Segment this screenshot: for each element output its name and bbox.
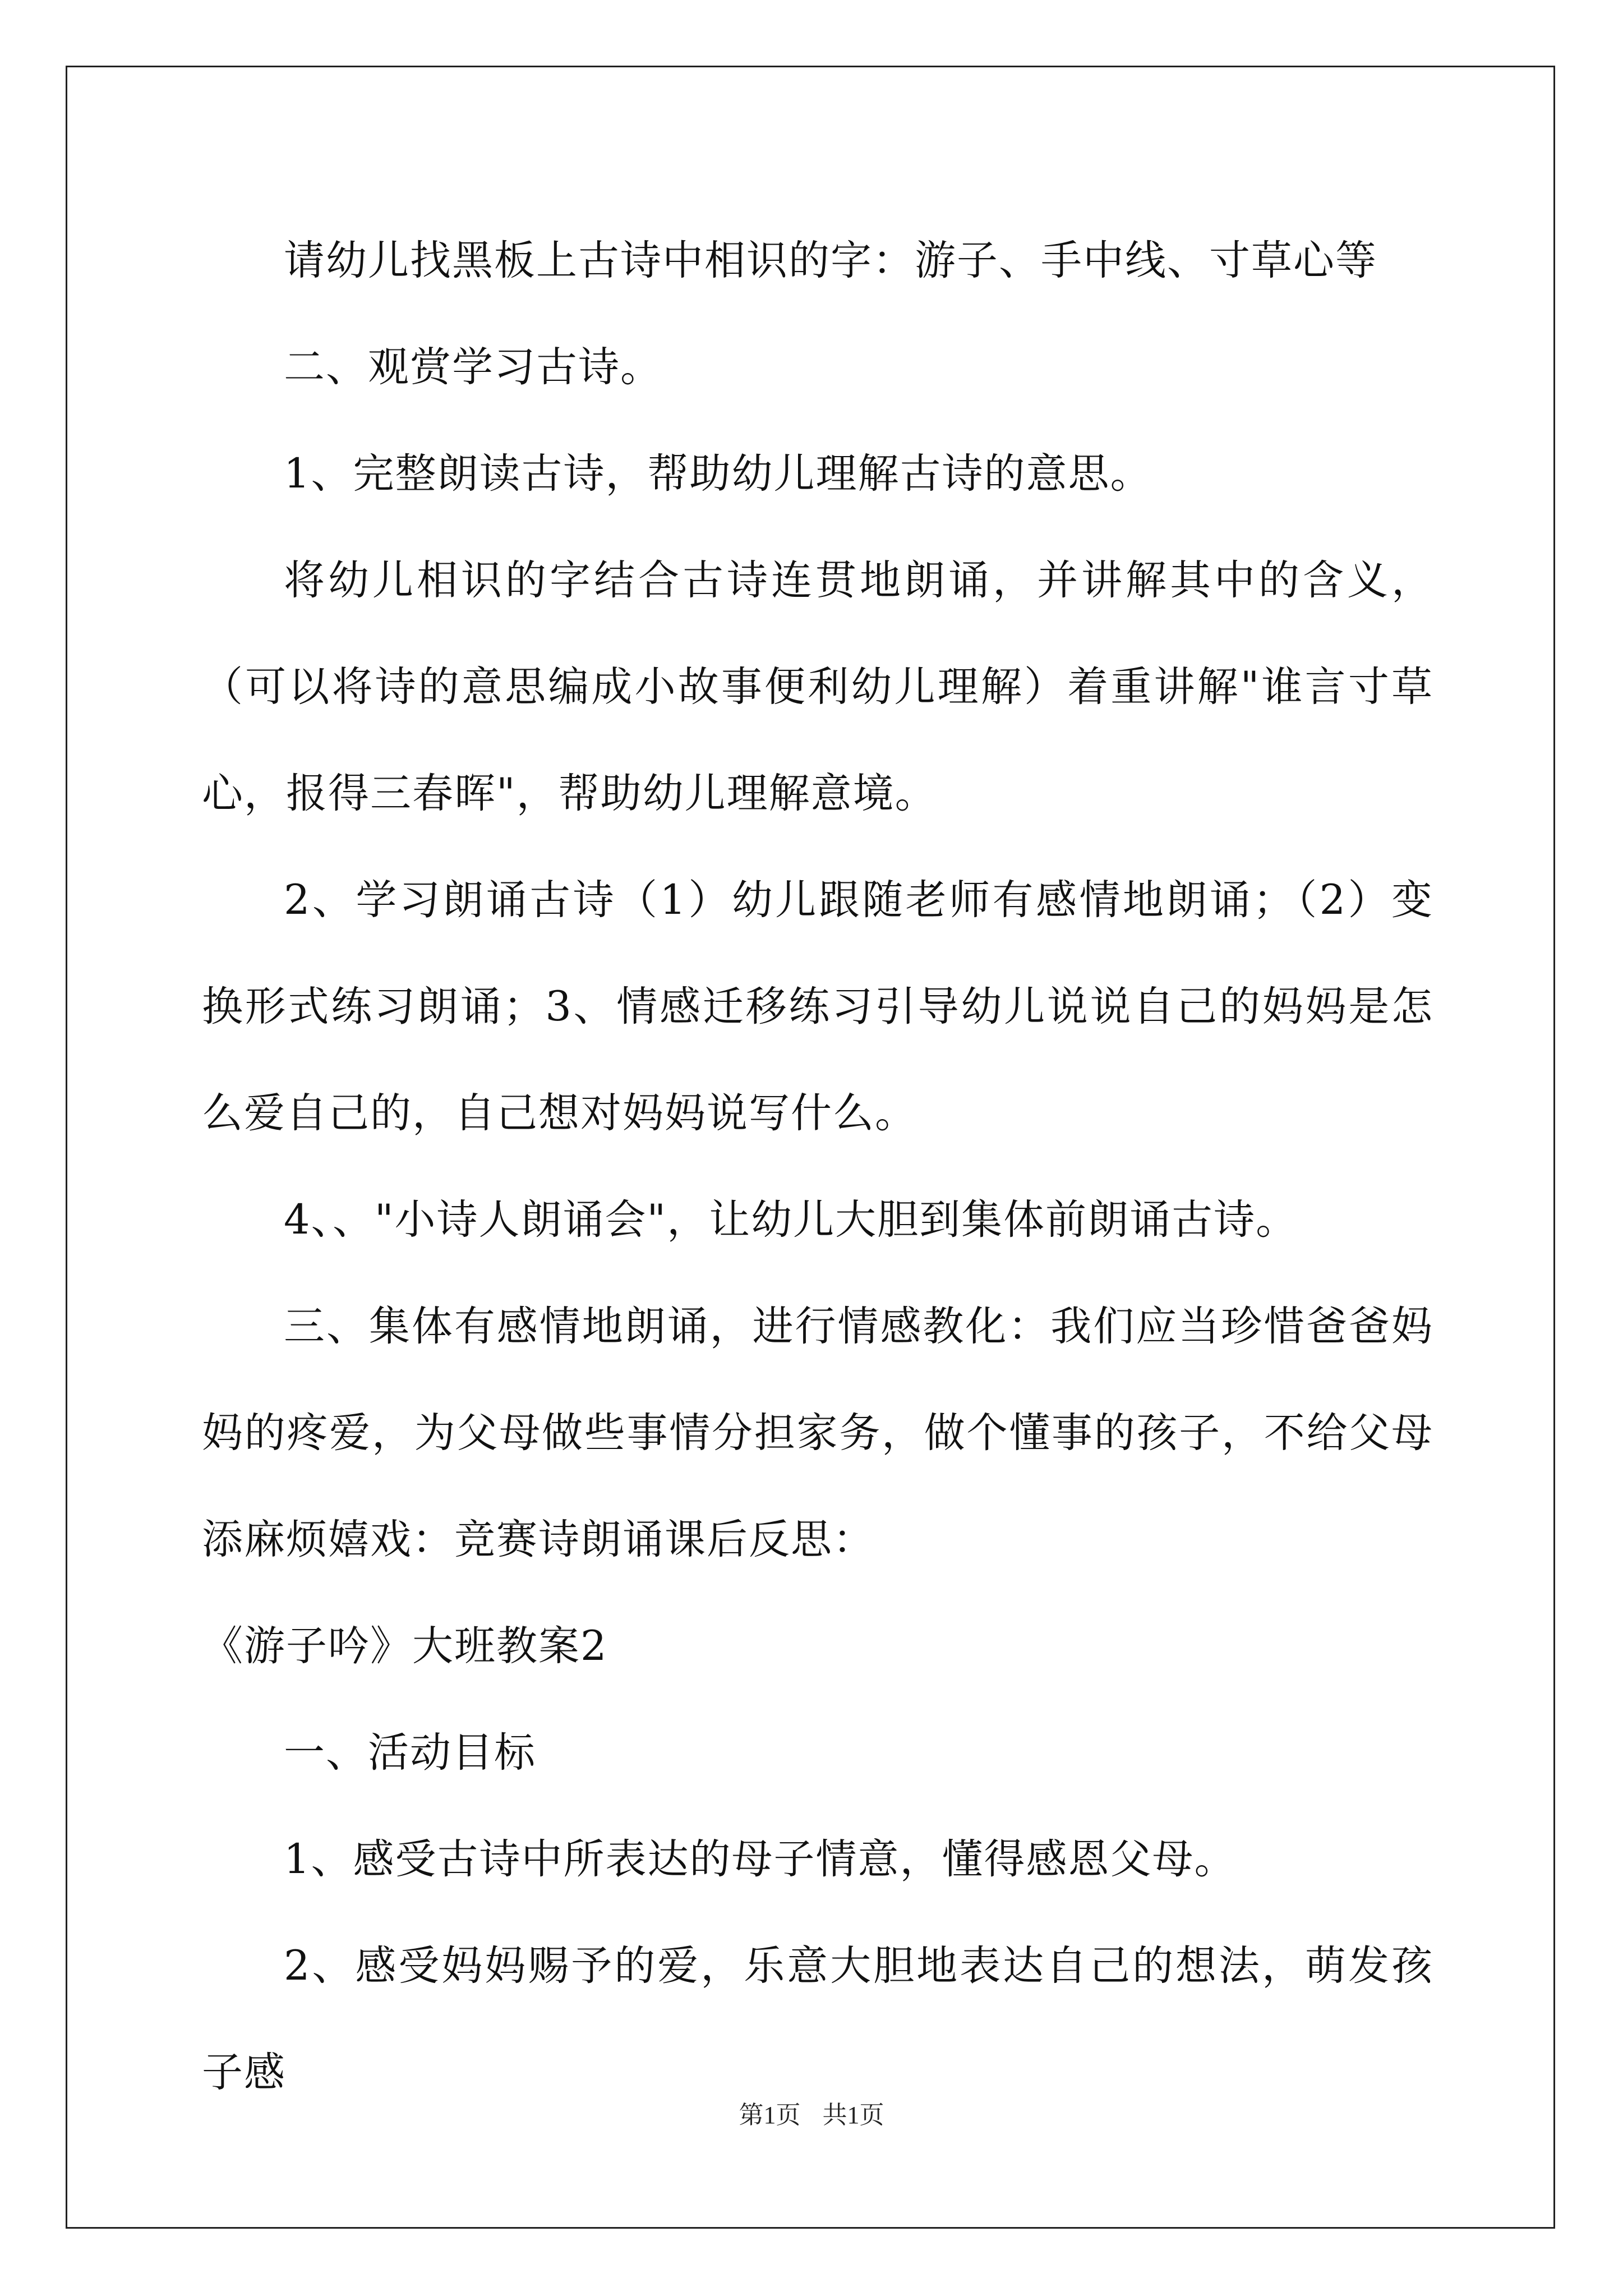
- paragraph: 请幼儿找黑板上古诗中相识的字：游子、手中线、寸草心等: [284, 237, 1377, 284]
- document-title: 《游子吟》大班教案2: [202, 1622, 608, 1670]
- document-body: [202, 208, 1433, 2126]
- section-heading: 二、观赏学习古诗。: [284, 343, 662, 391]
- paragraph: 2、感受妈妈赐予的爱，乐意大胆地表达自己的想法，萌发孩子感: [202, 1942, 1433, 2096]
- paragraph: 1、感受古诗中所表达的母子情意，懂得感恩父母。: [284, 1835, 1237, 1883]
- paragraph: 三、集体有感情地朗诵，进行情感教化：我们应当珍惜爸爸妈妈的疼爱，为父母做些事情分担家务，做个懂事的孩子，不给父母添麻烦嬉戏：竞赛诗朗诵课后反思：: [202, 1303, 1433, 1563]
- section-heading: 一、活动目标: [284, 1729, 536, 1777]
- paragraph: 1、完整朗读古诗，帮助幼儿理解古诗的意思。: [284, 450, 1152, 498]
- paragraph: 4、、"小诗人朗诵会"，让幼儿大胆到集体前朗诵古诗。: [284, 1196, 1298, 1244]
- page-number: 第1页: [739, 2101, 801, 2129]
- page-count: 共1页: [822, 2101, 884, 2129]
- page-footer: [0, 2095, 1623, 2131]
- paragraph: 将幼儿相识的字结合古诗连贯地朗诵，并讲解其中的含义，（可以将诗的意思编成小故事便利幼儿理解）着重讲解"谁言寸草心，报得三春晖"，帮助幼儿理解意境。: [202, 556, 1433, 817]
- paragraph: 2、学习朗诵古诗（1）幼儿跟随老师有感情地朗诵；（2）变换形式练习朗诵；3、情感迁移练习引导幼儿说说自己的妈妈是怎么爱自己的，自己想对妈妈说写什么。: [202, 876, 1433, 1137]
